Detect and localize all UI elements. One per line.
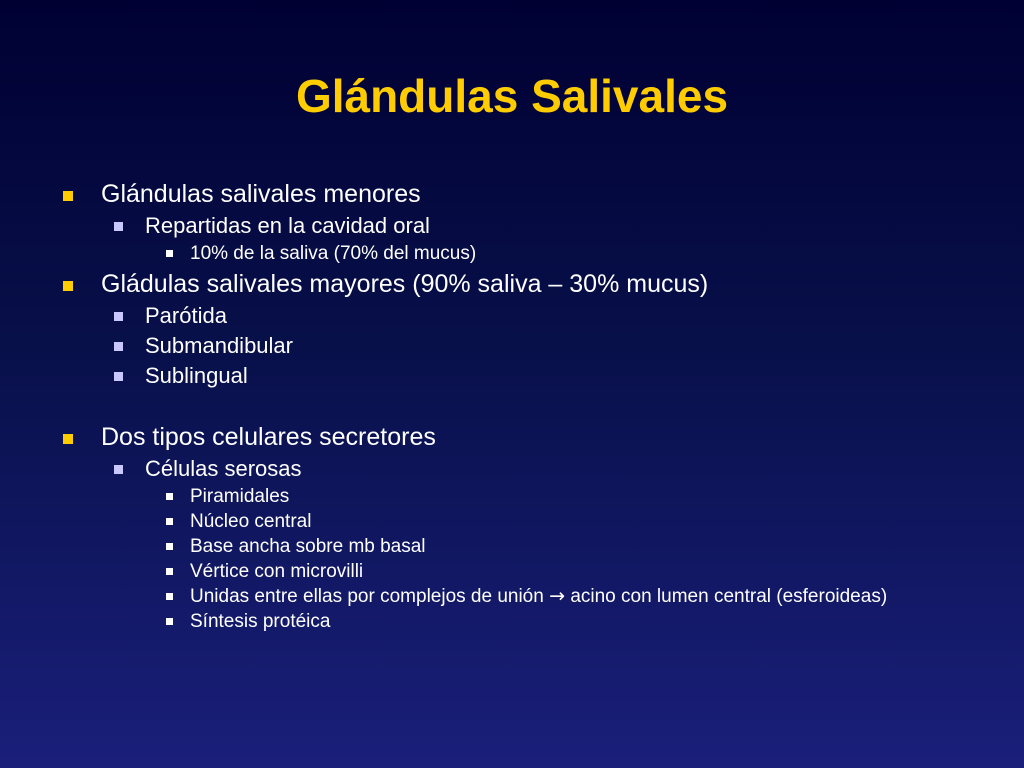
square-bullet-icon: [63, 281, 73, 291]
square-bullet-icon: [166, 543, 173, 550]
square-bullet-icon: [114, 342, 123, 351]
square-bullet-icon: [114, 465, 123, 474]
slide-title: Glándulas Salivales: [295, 70, 729, 122]
bullet-text: Base ancha sobre mb basal: [190, 536, 426, 557]
right-arrow-icon: →: [549, 585, 566, 607]
square-bullet-icon: [166, 518, 173, 525]
square-bullet-icon: [63, 434, 73, 444]
bullet-item: [0, 178, 1024, 211]
square-bullet-icon: [166, 593, 173, 600]
spacer: [0, 391, 1024, 421]
square-bullet-icon: [114, 222, 123, 231]
bullet-item: [0, 361, 1024, 391]
bullet-text: Gládulas salivales mayores (90% saliva – 30% mucus): [101, 270, 709, 298]
bullet-item: [0, 268, 1024, 301]
bullet-text: Repartidas en la cavidad oral: [145, 213, 430, 238]
bullet-text: 10% de la saliva (70% del mucus): [190, 243, 477, 264]
bullet-item: [0, 559, 1024, 584]
square-bullet-icon: [166, 493, 173, 500]
square-bullet-icon: [114, 372, 123, 381]
bullet-text: Núcleo central: [190, 511, 312, 532]
bullet-item: [0, 241, 1024, 266]
square-bullet-icon: [166, 618, 173, 625]
bullet-list: [0, 178, 1024, 634]
square-bullet-icon: [166, 250, 173, 257]
bullet-item: [0, 301, 1024, 331]
bullet-text: Glándulas salivales menores: [101, 180, 421, 208]
bullet-text-after: acino con lumen central (esferoideas): [570, 586, 888, 607]
square-bullet-icon: [166, 568, 173, 575]
bullet-item: [0, 454, 1024, 484]
square-bullet-icon: [63, 191, 73, 201]
bullet-text: Dos tipos celulares secretores: [101, 423, 436, 451]
bullet-text: Células serosas: [145, 456, 302, 481]
bullet-text: Submandibular: [145, 333, 293, 358]
bullet-text: Síntesis protéica: [190, 611, 331, 632]
bullet-text: Vértice con microvilli: [190, 561, 364, 582]
square-bullet-icon: [114, 312, 123, 321]
bullet-item: [0, 484, 1024, 509]
bullet-item: [0, 534, 1024, 559]
bullet-item: [0, 421, 1024, 454]
bullet-item: [0, 609, 1024, 634]
bullet-item: [0, 211, 1024, 241]
bullet-item: [0, 331, 1024, 361]
bullet-text: Sublingual: [145, 363, 248, 388]
bullet-item: [0, 509, 1024, 534]
bullet-text: Piramidales: [190, 486, 290, 507]
bullet-text-before: Unidas entre ellas por complejos de unión: [190, 586, 544, 607]
bullet-text: Parótida: [145, 303, 227, 328]
bullet-item: [0, 584, 1024, 609]
